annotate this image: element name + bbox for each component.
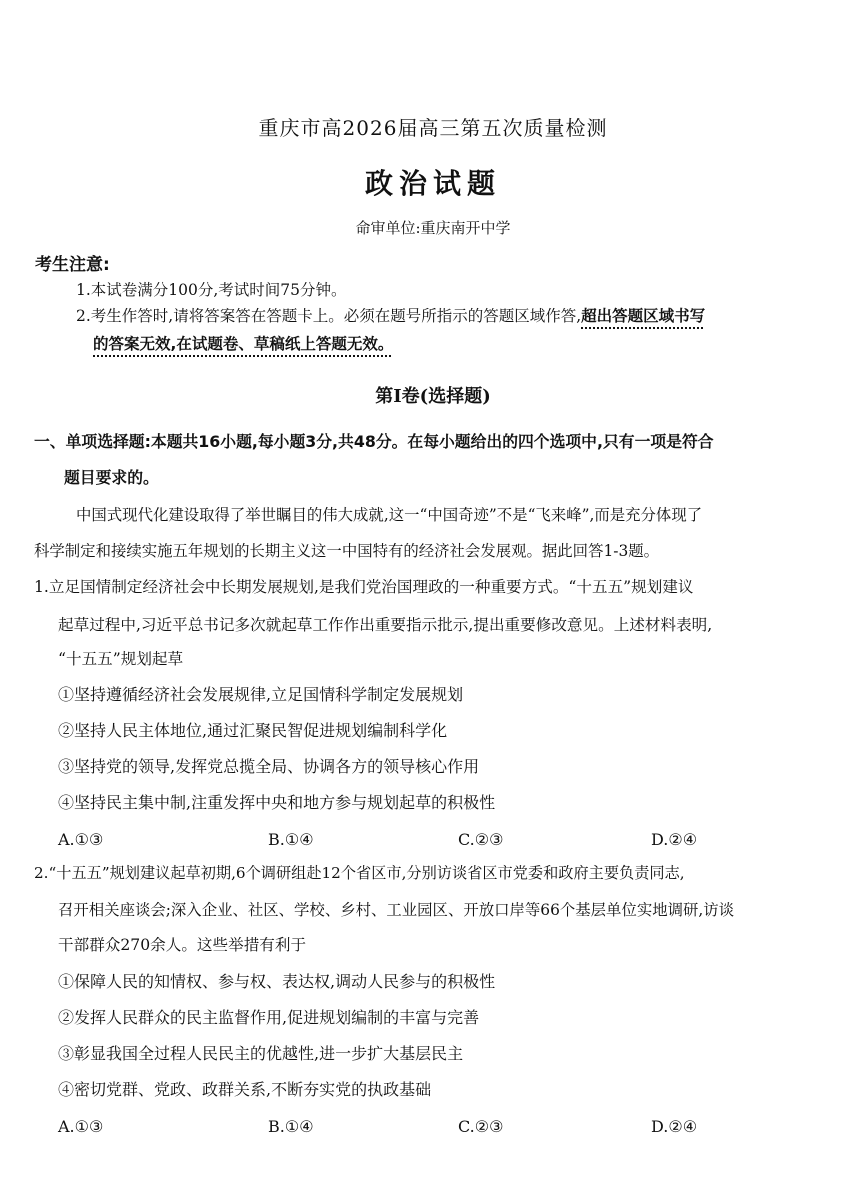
section-heading-line-2: 题目要求的。	[64, 468, 159, 487]
question-1-statement-2: ②坚持人民主体地位,通过汇聚民智促进规划编制科学化	[58, 721, 448, 740]
notice-item-2-emphasis: 超出答题区域书写	[581, 307, 706, 325]
question-2-option-b[interactable]: B.①④	[268, 1117, 314, 1136]
question-2-statement-2: ②发挥人民群众的民主监督作用,促进规划编制的丰富与完善	[58, 1008, 480, 1027]
notice-item-2-line-2: 的答案无效,在试题卷、草稿纸上答题无效。	[93, 335, 394, 353]
question-1-option-a[interactable]: A.①③	[58, 830, 104, 849]
notice-heading: 考生注意:	[35, 255, 110, 275]
exam-title: 重庆市高2026届高三第五次质量检测	[258, 116, 608, 140]
question-2-stem-line-2: 召开相关座谈会;深入企业、社区、学校、乡村、工业园区、开放口岸等66个基层单位实地调研,访谈	[58, 901, 735, 919]
question-2-option-c[interactable]: C.②③	[458, 1117, 504, 1136]
question-2-statement-3: ③彰显我国全过程人民民主的优越性,进一步扩大基层民主	[58, 1044, 464, 1063]
question-1-option-d[interactable]: D.②④	[651, 830, 698, 849]
material-line-1: 中国式现代化建设取得了举世瞩目的伟大成就,这一“中国奇迹”不是“飞来峰”,而是充分体现了	[76, 506, 703, 524]
section-heading-line-1: 一、单项选择题:本题共16小题,每小题3分,共48分。在每小题给出的四个选项中,只有一项是符合	[34, 432, 714, 451]
author-line: 命审单位:重庆南开中学	[355, 219, 511, 237]
question-1-option-b[interactable]: B.①④	[268, 830, 314, 849]
question-1-stem-line-1: 1.立足国情制定经济社会中长期发展规划,是我们党治国理政的一种重要方式。“十五五”规划建议	[34, 578, 694, 596]
volume-title: 第Ⅰ卷(选择题)	[375, 386, 491, 407]
question-1-option-c[interactable]: C.②③	[458, 830, 504, 849]
notice-item-2-line-1	[76, 309, 705, 325]
question-2-statement-4: ④密切党群、党政、政群关系,不断夯实党的执政基础	[58, 1080, 432, 1099]
material-line-2: 科学制定和接续实施五年规划的长期主义这一中国特有的经济社会发展观。据此回答1-3题。	[34, 542, 660, 560]
subject-title: 政治试题	[364, 167, 501, 200]
question-1-statement-4: ④坚持民主集中制,注重发挥中央和地方参与规划起草的积极性	[58, 793, 496, 812]
question-2-option-a[interactable]: A.①③	[58, 1117, 104, 1136]
question-1-stem-line-3: “十五五”规划起草	[58, 650, 184, 668]
question-1-statement-3: ③坚持党的领导,发挥党总揽全局、协调各方的领导核心作用	[58, 757, 480, 776]
question-1-stem-line-2: 起草过程中,习近平总书记多次就起草工作作出重要指示批示,提出重要修改意见。上述材料表明,	[58, 616, 713, 634]
notice-item-2-text: 2.考生作答时,请将答案答在答题卡上。必须在题号所指示的答题区域作答,	[76, 307, 582, 325]
question-2-statement-1: ①保障人民的知情权、参与权、表达权,调动人民参与的积极性	[58, 972, 496, 991]
question-1-statement-1: ①坚持遵循经济社会发展规律,立足国情科学制定发展规划	[58, 685, 464, 704]
notice-item-1: 1.本试卷满分100分,考试时间75分钟。	[76, 281, 347, 299]
question-2-stem-line-3: 干部群众270余人。这些举措有利于	[58, 936, 307, 954]
question-2-option-d[interactable]: D.②④	[651, 1117, 698, 1136]
question-2-stem-line-1: 2.“十五五”规划建议起草初期,6个调研组赴12个省区市,分别访谈省区市党委和政府主要负责同志,	[34, 864, 685, 882]
